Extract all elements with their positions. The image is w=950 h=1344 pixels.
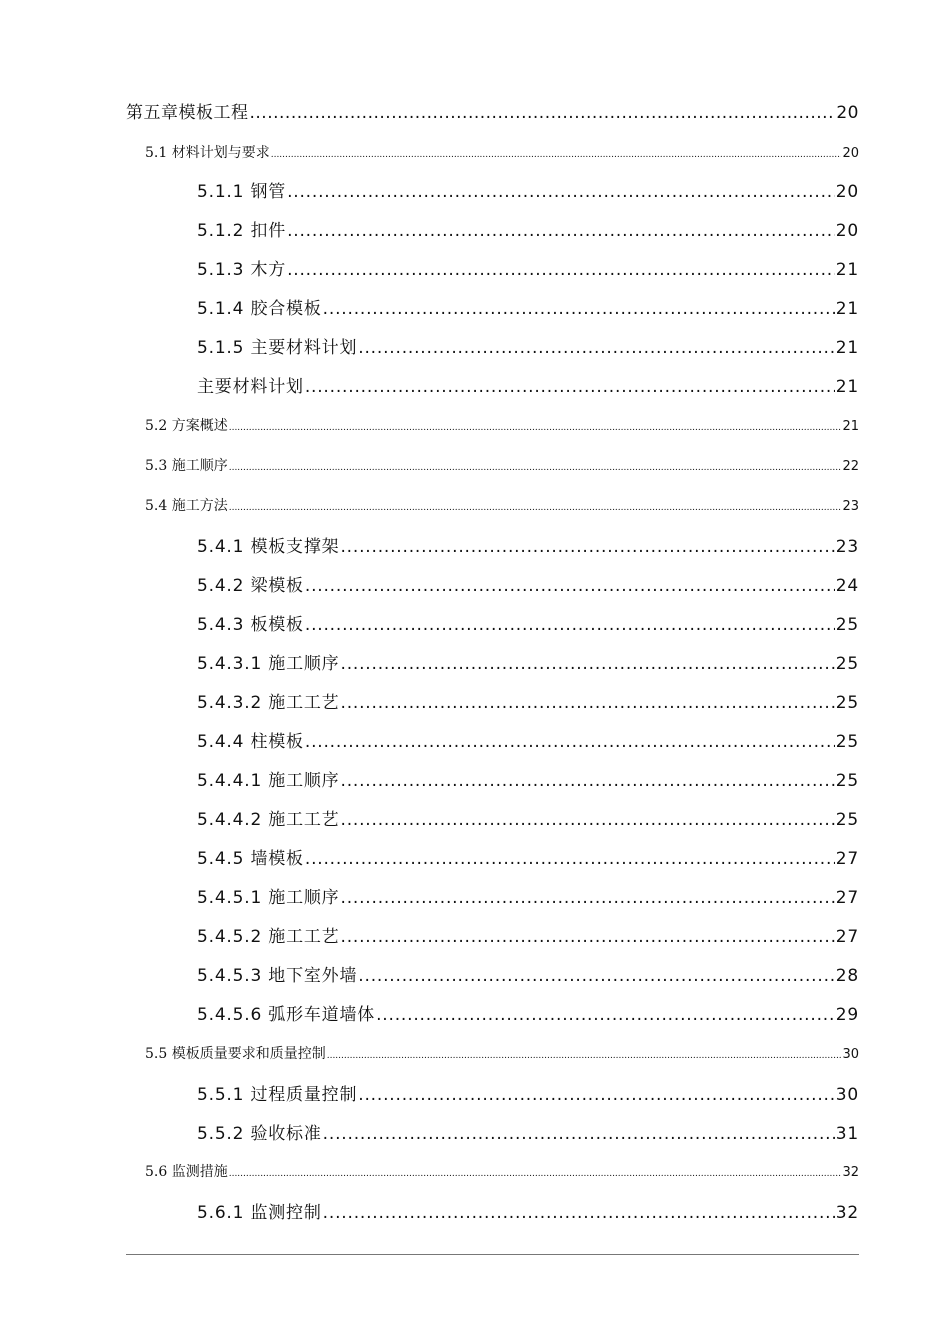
toc-entry-page: 25: [835, 732, 859, 752]
toc-entry-page: 30: [835, 1085, 859, 1105]
toc-leader-dots: [323, 299, 835, 319]
toc-entry-title: 5.1.2 扣件: [197, 221, 287, 241]
toc-entry-title: 5.4.4.1 施工顺序: [197, 771, 340, 791]
toc-entry[interactable]: [145, 142, 859, 162]
toc-entry[interactable]: [197, 961, 859, 986]
toc-entry-page: 25: [835, 615, 859, 635]
toc-leader-dots: [287, 260, 835, 280]
toc-entry-title: 5.1 材料计划与要求: [145, 145, 270, 161]
toc-entry[interactable]: [197, 688, 859, 713]
toc-entry-page: 25: [835, 693, 859, 713]
toc-leader-dots: [287, 221, 835, 241]
toc-leader-dots: [305, 849, 835, 869]
toc-leader-dots: [340, 810, 834, 830]
toc-entry-page: 25: [835, 810, 859, 830]
toc-leader-dots: [305, 732, 835, 752]
toc-leader-dots: [323, 1203, 835, 1223]
toc-entry-page: 25: [835, 654, 859, 674]
toc-leader-dots: [250, 103, 836, 123]
toc-entry-page: 21: [842, 419, 859, 434]
toc-entry-page: 30: [842, 1047, 859, 1062]
toc-entry-title: 5.5.2 验收标准: [197, 1124, 322, 1144]
toc-entry-page: 23: [835, 537, 859, 557]
toc-leader-dots: [340, 927, 834, 947]
toc-entry-title: 5.4.4.2 施工工艺: [197, 810, 340, 830]
toc-entry-page: 20: [842, 146, 859, 161]
toc-entry-title: 5.4.4 柱模板: [197, 732, 304, 752]
toc-leader-dots: [340, 693, 834, 713]
toc-entry-page: 32: [835, 1203, 859, 1223]
toc-entry-title: 5.4.5 墙模板: [197, 849, 304, 869]
toc-entry[interactable]: [197, 372, 859, 397]
toc-leader-dots: [229, 423, 842, 433]
toc-entry[interactable]: [197, 766, 859, 791]
toc-entry-page: 29: [835, 1005, 859, 1025]
toc-leader-dots: [229, 1169, 842, 1179]
toc-entry-page: 20: [836, 103, 859, 123]
toc-leader-dots: [340, 888, 834, 908]
toc-entry-title: 主要材料计划: [197, 377, 304, 397]
toc-entry[interactable]: [126, 98, 859, 123]
toc-entry[interactable]: [197, 1198, 859, 1223]
toc-entry-page: 21: [835, 338, 859, 358]
toc-leader-dots: [271, 150, 842, 160]
toc-leader-dots: [323, 1124, 835, 1144]
toc-entry-title: 5.1.4 胶合模板: [197, 299, 322, 319]
toc-entry-page: 27: [835, 927, 859, 947]
toc-entry-title: 5.1.1 钢管: [197, 182, 287, 202]
toc-entry-title: 5.1.5 主要材料计划: [197, 338, 358, 358]
toc-entry-title: 5.5.1 过程质量控制: [197, 1085, 358, 1105]
toc-entry[interactable]: [197, 1080, 859, 1105]
toc-entry-title: 5.4.1 模板支撑架: [197, 537, 340, 557]
toc-entry-title: 5.4 施工方法: [145, 498, 228, 514]
toc-leader-dots: [229, 503, 842, 513]
toc-entry-title: 5.1.3 木方: [197, 260, 287, 280]
toc-entry-page: 23: [842, 499, 859, 514]
toc-entry[interactable]: [197, 177, 859, 202]
toc-entry[interactable]: [145, 1161, 859, 1181]
toc-entry[interactable]: [197, 255, 859, 280]
toc-entry-page: 27: [835, 849, 859, 869]
toc-entry-title: 5.4.3.2 施工工艺: [197, 693, 340, 713]
toc-leader-dots: [229, 463, 842, 473]
toc-leader-dots: [340, 537, 834, 557]
toc-leader-dots: [340, 654, 834, 674]
toc-entry[interactable]: [197, 649, 859, 674]
toc-entry[interactable]: [197, 216, 859, 241]
toc-entry-page: 27: [835, 888, 859, 908]
toc-leader-dots: [340, 771, 834, 791]
toc-entry-title: 5.4.2 梁模板: [197, 576, 304, 596]
toc-entry-page: 21: [835, 377, 859, 397]
toc-entry[interactable]: [197, 727, 859, 752]
toc-entry[interactable]: [197, 883, 859, 908]
toc-entry[interactable]: [197, 922, 859, 947]
footer-divider: [126, 1254, 859, 1255]
toc-leader-dots: [327, 1051, 842, 1061]
toc-entry-title: 5.5 模板质量要求和质量控制: [145, 1046, 326, 1062]
toc-entry-title: 5.4.5.3 地下室外墙: [197, 966, 358, 986]
toc-entry-title: 5.6 监测措施: [145, 1164, 228, 1180]
toc-entry-title: 5.4.5.1 施工顺序: [197, 888, 340, 908]
toc-entry[interactable]: [197, 805, 859, 830]
toc-leader-dots: [287, 182, 835, 202]
toc-entry-page: 32: [842, 1165, 859, 1180]
toc-entry[interactable]: [197, 532, 859, 557]
toc-entry-title: 第五章模板工程: [126, 103, 249, 123]
toc-leader-dots: [305, 576, 835, 596]
toc-entry-page: 31: [835, 1124, 859, 1144]
toc-entry-page: 21: [835, 299, 859, 319]
toc-entry[interactable]: [145, 455, 859, 475]
toc-entry-title: 5.4.3.1 施工顺序: [197, 654, 340, 674]
toc-entry[interactable]: [197, 1119, 859, 1144]
toc-entry[interactable]: [145, 415, 859, 435]
toc-entry[interactable]: [197, 610, 859, 635]
toc-entry-title: 5.4.5.6 弧形车道墙体: [197, 1005, 376, 1025]
toc-entry-title: 5.4.5.2 施工工艺: [197, 927, 340, 947]
toc-entry-title: 5.2 方案概述: [145, 418, 228, 434]
toc-entry-page: 20: [835, 221, 859, 241]
toc-entry[interactable]: [197, 294, 859, 319]
toc-entry[interactable]: [197, 844, 859, 869]
toc-entry-page: 20: [835, 182, 859, 202]
toc-entry-title: 5.3 施工顺序: [145, 458, 228, 474]
toc-entry-title: 5.4.3 板模板: [197, 615, 304, 635]
toc-entry[interactable]: [145, 495, 859, 515]
toc-entry[interactable]: [145, 1043, 859, 1063]
toc-entry-page: 24: [835, 576, 859, 596]
toc-leader-dots: [305, 615, 835, 635]
toc-entry[interactable]: [197, 1000, 859, 1025]
toc-entry[interactable]: [197, 571, 859, 596]
toc-entry-page: 25: [835, 771, 859, 791]
toc-entry-page: 28: [835, 966, 859, 986]
toc-entry[interactable]: [197, 333, 859, 358]
toc-entry-title: 5.6.1 监测控制: [197, 1203, 322, 1223]
toc-leader-dots: [358, 966, 834, 986]
toc-leader-dots: [305, 377, 835, 397]
toc-entry-page: 21: [835, 260, 859, 280]
toc-leader-dots: [358, 338, 835, 358]
toc-leader-dots: [358, 1085, 835, 1105]
toc-entry-page: 22: [842, 459, 859, 474]
toc-leader-dots: [376, 1005, 835, 1025]
